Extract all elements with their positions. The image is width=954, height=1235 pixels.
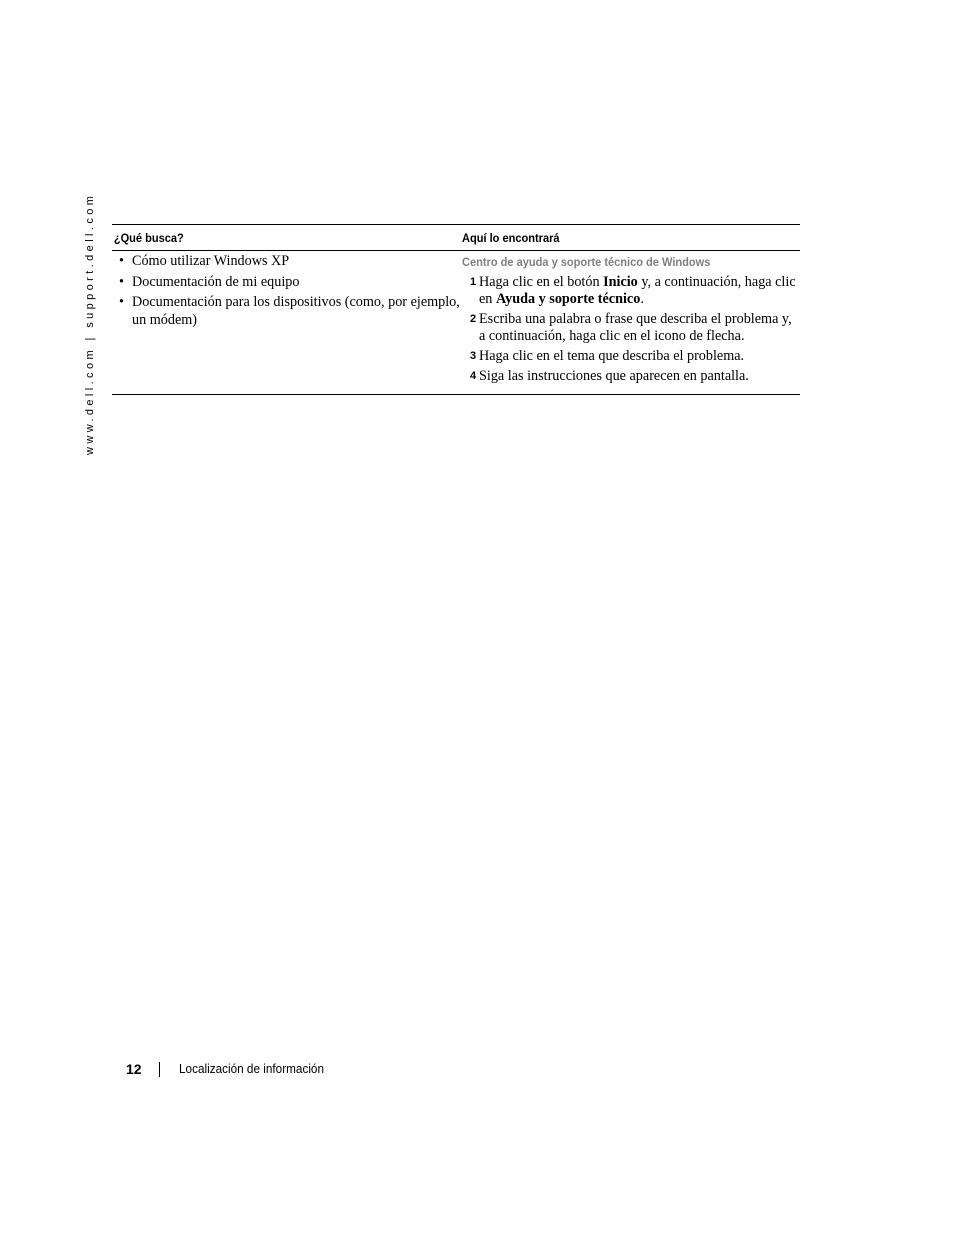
table-header-row xyxy=(112,225,800,250)
step-item: 2 Escriba una palabra o frase que describa el problema y, a continuación, haga clic en el icono de flecha. xyxy=(470,311,792,344)
info-table xyxy=(112,224,800,395)
side-url: www.dell.com | support.dell.com xyxy=(84,192,96,455)
list-item: • Cómo utilizar Windows XP xyxy=(119,253,290,269)
step-number: 4 xyxy=(470,370,477,382)
header-what: ¿Qué busca? xyxy=(113,230,184,245)
step-number: 3 xyxy=(470,350,477,362)
page-footer xyxy=(126,1061,333,1077)
step-number: 1 xyxy=(470,276,477,288)
bottom-rule xyxy=(112,394,800,395)
topic-list xyxy=(112,253,462,329)
section-title: Centro de ayuda y soporte técnico de Windows xyxy=(462,255,711,269)
footer-title: Localización de información xyxy=(178,1062,324,1076)
header-where: Aquí lo encontrará xyxy=(462,230,560,245)
steps-list xyxy=(462,274,800,385)
step-item: 1 Haga clic en el botón Inicio y, a continuación, haga clic en Ayuda y soporte técnico. xyxy=(470,274,796,307)
list-item: • Documentación para los dispositivos (como, por ejemplo, un módem) xyxy=(119,294,460,328)
step-item: 3 Haga clic en el tema que describa el problema. xyxy=(470,348,745,364)
list-item: • Documentación de mi equipo xyxy=(119,273,300,290)
step-number: 2 xyxy=(470,313,477,325)
footer-separator xyxy=(159,1062,160,1077)
page-number: 12 xyxy=(126,1061,142,1077)
step-item: 4 Siga las instrucciones que aparecen en pantalla. xyxy=(470,368,749,384)
table-row xyxy=(112,251,800,394)
